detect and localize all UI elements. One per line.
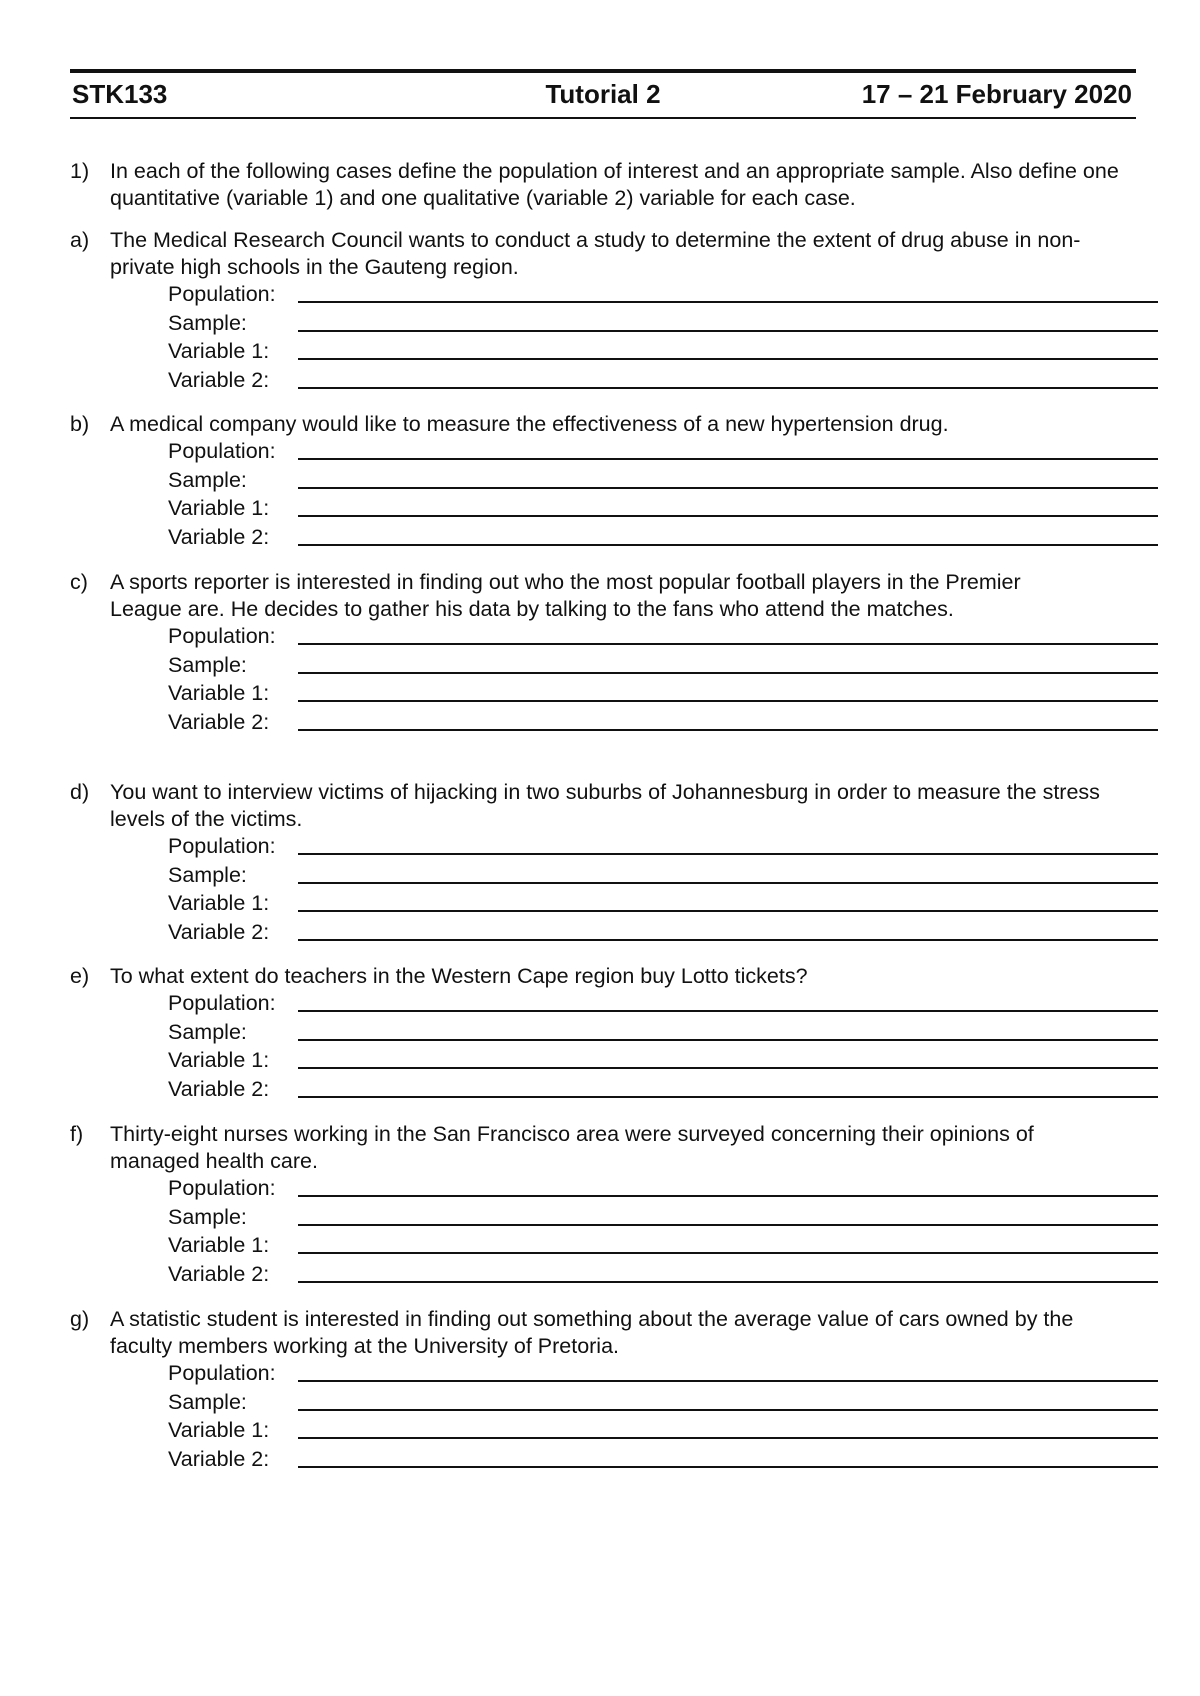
answer-line[interactable] — [298, 301, 1158, 303]
answer-line[interactable] — [298, 643, 1158, 645]
field-label: Sample: — [168, 310, 247, 335]
sample-field[interactable] — [168, 1204, 1150, 1233]
sample-field[interactable] — [168, 1389, 1150, 1418]
population-field[interactable] — [168, 1360, 1150, 1389]
population-field[interactable] — [168, 281, 1150, 310]
question-d — [70, 779, 1150, 947]
variable-2-field[interactable] — [168, 1076, 1150, 1105]
field-label: Population: — [168, 439, 276, 463]
variable-2-field[interactable] — [168, 1261, 1150, 1290]
question-label: c) — [70, 570, 88, 594]
variable-1-field[interactable] — [168, 1417, 1150, 1446]
question-label: f) — [70, 1122, 84, 1146]
field-label: Variable 1: — [168, 891, 270, 916]
field-label: Variable 1: — [168, 496, 270, 521]
answer-line[interactable] — [298, 729, 1158, 731]
field-label: Variable 2: — [168, 367, 270, 392]
variable-2-field[interactable] — [168, 709, 1150, 738]
variable-2-field[interactable] — [168, 1446, 1150, 1475]
field-label: Population: — [168, 834, 276, 858]
answer-line[interactable] — [298, 1039, 1158, 1041]
question-label: e) — [70, 964, 90, 988]
variable-2-field[interactable] — [168, 919, 1150, 948]
population-field[interactable] — [168, 438, 1150, 467]
answer-line[interactable] — [298, 458, 1158, 460]
answer-line[interactable] — [298, 330, 1158, 332]
sample-field[interactable] — [168, 1019, 1150, 1048]
variable-1-field[interactable] — [168, 680, 1150, 709]
population-field[interactable] — [168, 990, 1150, 1019]
answer-line[interactable] — [298, 515, 1158, 517]
answer-line[interactable] — [298, 1466, 1158, 1468]
answer-line[interactable] — [298, 672, 1158, 674]
question-g — [70, 1306, 1150, 1474]
field-label: Population: — [168, 1361, 276, 1385]
sample-field[interactable] — [168, 310, 1150, 339]
question-text: To what extent do teachers in the Western Cape region buy Lotto tickets? — [110, 964, 808, 988]
question-instruction: In each of the following cases define the population of interest and an appropriate sample. Also define one quantitative (variable 1) and one qualitative (variable 2) variable for each case. — [110, 159, 1119, 210]
field-label: Population: — [168, 991, 276, 1015]
field-label: Variable 2: — [168, 1446, 270, 1471]
field-label: Sample: — [168, 1389, 247, 1414]
field-label: Sample: — [168, 1019, 247, 1044]
variable-1-field[interactable] — [168, 495, 1150, 524]
answer-line[interactable] — [298, 1437, 1158, 1439]
field-label: Variable 2: — [168, 919, 270, 944]
answer-line[interactable] — [298, 939, 1158, 941]
answer-line[interactable] — [298, 544, 1158, 546]
answer-line[interactable] — [298, 1380, 1158, 1382]
answer-line[interactable] — [298, 1252, 1158, 1254]
variable-1-field[interactable] — [168, 338, 1150, 367]
course-code: STK133 — [72, 79, 168, 109]
variable-1-field[interactable] — [168, 1047, 1150, 1076]
field-label: Variable 1: — [168, 1048, 270, 1073]
question-label: d) — [70, 780, 90, 804]
question-c — [70, 569, 1150, 737]
variable-1-field[interactable] — [168, 1232, 1150, 1261]
question-e — [70, 963, 1150, 1104]
field-label: Population: — [168, 1176, 276, 1200]
population-field[interactable] — [168, 623, 1150, 652]
question-1-intro — [70, 158, 1150, 212]
tutorial-date: 17 – 21 February 2020 — [861, 79, 1132, 109]
field-label: Variable 2: — [168, 524, 270, 549]
answer-line[interactable] — [298, 387, 1158, 389]
question-number: 1) — [70, 159, 90, 183]
field-label: Variable 1: — [168, 339, 270, 364]
question-f — [70, 1121, 1150, 1289]
question-label: a) — [70, 228, 90, 252]
answer-line[interactable] — [298, 487, 1158, 489]
question-a — [70, 227, 1150, 395]
variable-1-field[interactable] — [168, 890, 1150, 919]
answer-line[interactable] — [298, 1067, 1158, 1069]
answer-line[interactable] — [298, 1281, 1158, 1283]
answer-line[interactable] — [298, 853, 1158, 855]
question-b — [70, 411, 1150, 552]
answer-line[interactable] — [298, 910, 1158, 912]
sample-field[interactable] — [168, 652, 1150, 681]
field-label: Sample: — [168, 1204, 247, 1229]
field-label: Variable 1: — [168, 1418, 270, 1443]
field-label: Population: — [168, 624, 276, 648]
sample-field[interactable] — [168, 467, 1150, 496]
answer-line[interactable] — [298, 1096, 1158, 1098]
question-text: A medical company would like to measure the effectiveness of a new hypertension drug. — [110, 412, 949, 436]
field-label: Sample: — [168, 467, 247, 492]
field-label: Population: — [168, 282, 276, 306]
population-field[interactable] — [168, 1175, 1150, 1204]
tutorial-title: Tutorial 2 — [545, 79, 661, 109]
question-text: A statistic student is interested in finding out something about the average value of cars owned by the faculty members working at the University of Pretoria. — [110, 1307, 1074, 1358]
variable-2-field[interactable] — [168, 524, 1150, 553]
answer-line[interactable] — [298, 358, 1158, 360]
question-label: g) — [70, 1307, 90, 1331]
page-header — [70, 69, 1136, 119]
field-label: Sample: — [168, 862, 247, 887]
question-text: The Medical Research Council wants to conduct a study to determine the extent of drug abuse in non-private high schools in the Gauteng region. — [110, 228, 1081, 279]
sample-field[interactable] — [168, 862, 1150, 891]
question-label: b) — [70, 412, 90, 436]
answer-line[interactable] — [298, 700, 1158, 702]
question-text: Thirty-eight nurses working in the San Francisco area were surveyed concerning their opinions of managed health care. — [110, 1122, 1034, 1173]
field-label: Variable 2: — [168, 1261, 270, 1286]
variable-2-field[interactable] — [168, 367, 1150, 396]
field-label: Variable 2: — [168, 709, 270, 734]
answer-line[interactable] — [298, 1409, 1158, 1411]
field-label: Variable 2: — [168, 1076, 270, 1101]
question-text: You want to interview victims of hijacking in two suburbs of Johannesburg in order to measure the stress levels of the victims. — [110, 780, 1100, 831]
field-label: Variable 1: — [168, 1233, 270, 1258]
answer-line[interactable] — [298, 1010, 1158, 1012]
answer-line[interactable] — [298, 1195, 1158, 1197]
question-text: A sports reporter is interested in finding out who the most popular football players in the Premier League are. He decides to gather his data by talking to the fans who attend the matches. — [110, 570, 1021, 621]
answer-line[interactable] — [298, 882, 1158, 884]
field-label: Sample: — [168, 652, 247, 677]
field-label: Variable 1: — [168, 681, 270, 706]
answer-line[interactable] — [298, 1224, 1158, 1226]
population-field[interactable] — [168, 833, 1150, 862]
